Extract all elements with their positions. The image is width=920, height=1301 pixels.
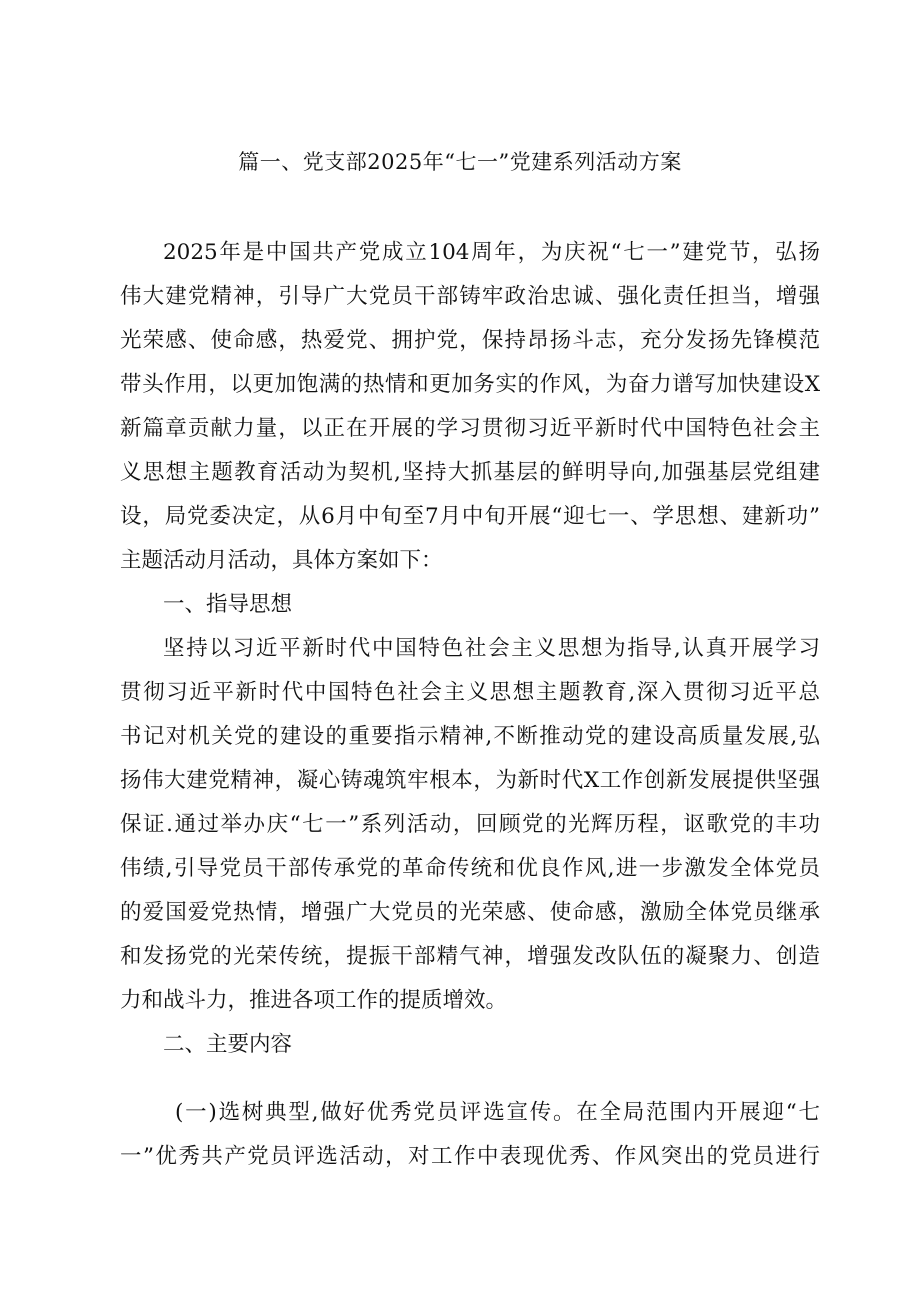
section2-heading: 二、主要内容 (163, 1032, 293, 1057)
intro-line-1: 2025年是中国共产党成立104周年，为庆祝“七一”建党节，弘扬 (163, 240, 820, 265)
section1-line-2: 贯彻习近平新时代中国特色社会主义思想主题教育,深入贯彻习近平总 (120, 680, 820, 705)
section1-line-8: 和发扬党的光荣传统，提振干部精气神，增强发改队伍的凝聚力、创造 (120, 944, 820, 969)
section1-line-4: 扬伟大建党精神，凝心铸魂筑牢根本，为新时代X工作创新发展提供坚强 (120, 768, 820, 793)
intro-line-7: 设，局党委决定，从6月中旬至7月中旬开展“迎七一、学思想、建新功” (120, 504, 820, 529)
intro-line-3: 光荣感、使命感，热爱党、拥护党，保持昂扬斗志，充分发扬先锋模范 (120, 328, 820, 353)
section2-line-1: (一)选树典型,做好优秀党员评选宣传。在全局范围内开展迎“七 (175, 1100, 820, 1125)
section1-line-9: 力和战斗力，推进各项工作的提质增效。 (120, 988, 508, 1013)
intro-line-8: 主题活动月活动，具体方案如下： (120, 548, 443, 573)
intro-line-6: 义思想主题教育活动为契机,坚持大抓基层的鲜明导向,加强基层党组建 (120, 460, 820, 485)
document-title: 篇一、党支部2025年“七一”党建系列活动方案 (238, 150, 682, 174)
section1-line-3: 书记对机关党的建设的重要指示精神,不断推动党的建设高质量发展,弘 (120, 724, 820, 749)
section1-line-6: 伟绩,引导党员干部传承党的革命传统和优良作风,进一步激发全体党员 (120, 856, 820, 881)
intro-line-2: 伟大建党精神，引导广大党员干部铸牢政治忠诚、强化责任担当，增强 (120, 284, 820, 309)
intro-line-4: 带头作用，以更加饱满的热情和更加务实的作风，为奋力谱写加快建设X (120, 372, 820, 397)
section1-line-5: 保证.通过举办庆“七一”系列活动，回顾党的光辉历程，讴歌党的丰功 (120, 812, 820, 837)
section2-line-2: 一”优秀共产党员评选活动，对工作中表现优秀、作风突出的党员进行 (120, 1144, 820, 1169)
section1-heading: 一、指导思想 (163, 592, 293, 617)
intro-line-5: 新篇章贡献力量，以正在开展的学习贯彻习近平新时代中国特色社会主 (120, 416, 820, 441)
section1-line-7: 的爱国爱党热情，增强广大党员的光荣感、使命感，激励全体党员继承 (120, 900, 820, 925)
section1-line-1: 坚持以习近平新时代中国特色社会主义思想为指导,认真开展学习 (163, 636, 820, 661)
